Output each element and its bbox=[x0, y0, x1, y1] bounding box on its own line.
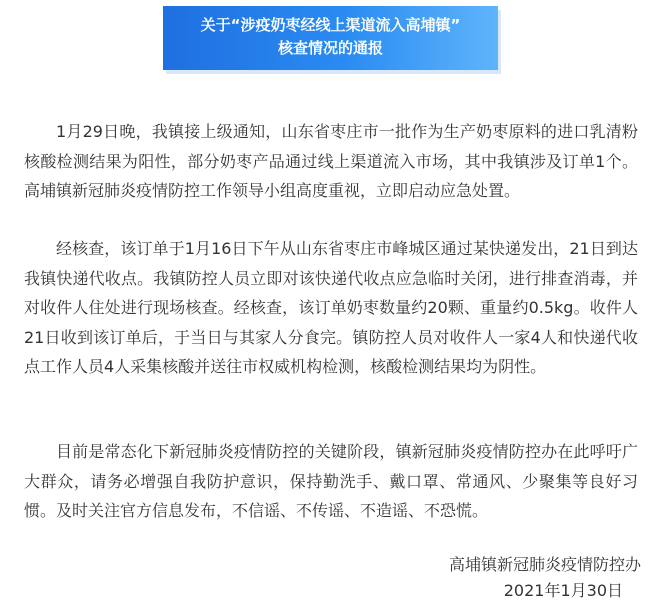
body-paragraph-2: 经核查，该订单于1月16日下午从山东省枣庄市峰城区通过某快递发出，21日到达我镇快递代收点。我镇防控人员立即对该快递代收点应急临时关闭，进行排查消毒，并对收件人住处进行现场核查。经核查，该订单奶枣数量约20颗、重量约0.5kg。收件人21日收到该订单后，于当日与其家人分食完。镇防控人员对收件人一家4人和快递代收点工作人员4人采集核酸并送往市权威机构检测，核酸检测结果均为阴性。 bbox=[24, 239, 638, 376]
title-line-2: 核查情况的通报 bbox=[277, 39, 383, 57]
signature-date: 2021年1月30日 bbox=[503, 581, 623, 600]
body-paragraph-3: 目前是常态化下新冠肺炎疫情防控的关键阶段，镇新冠肺炎疫情防控办在此呼吁广大群众，请务必增强自我防护意识，保持勤洗手、戴口罩、常通风、少聚集等良好习惯。及时关注官方信息发布，不信谣、不传谣、不造谣、不恐慌。 bbox=[24, 442, 638, 520]
body-paragraph-1: 1月29日晚，我镇接上级通知，山东省枣庄市一批作为生产奶枣原料的进口乳清粉核酸检测结果为阳性，部分奶枣产品通过线上渠道流入市场，其中我镇涉及订单1个。高埔镇新冠肺炎疫情防控工作领导小组高度重视，立即启动应急处置。 bbox=[24, 122, 638, 200]
title-banner bbox=[163, 6, 498, 70]
signature-organization: 高埔镇新冠肺炎疫情防控办 bbox=[448, 555, 641, 574]
title-line-1: 关于“涉疫奶枣经线上渠道流入高埔镇” bbox=[200, 16, 461, 34]
